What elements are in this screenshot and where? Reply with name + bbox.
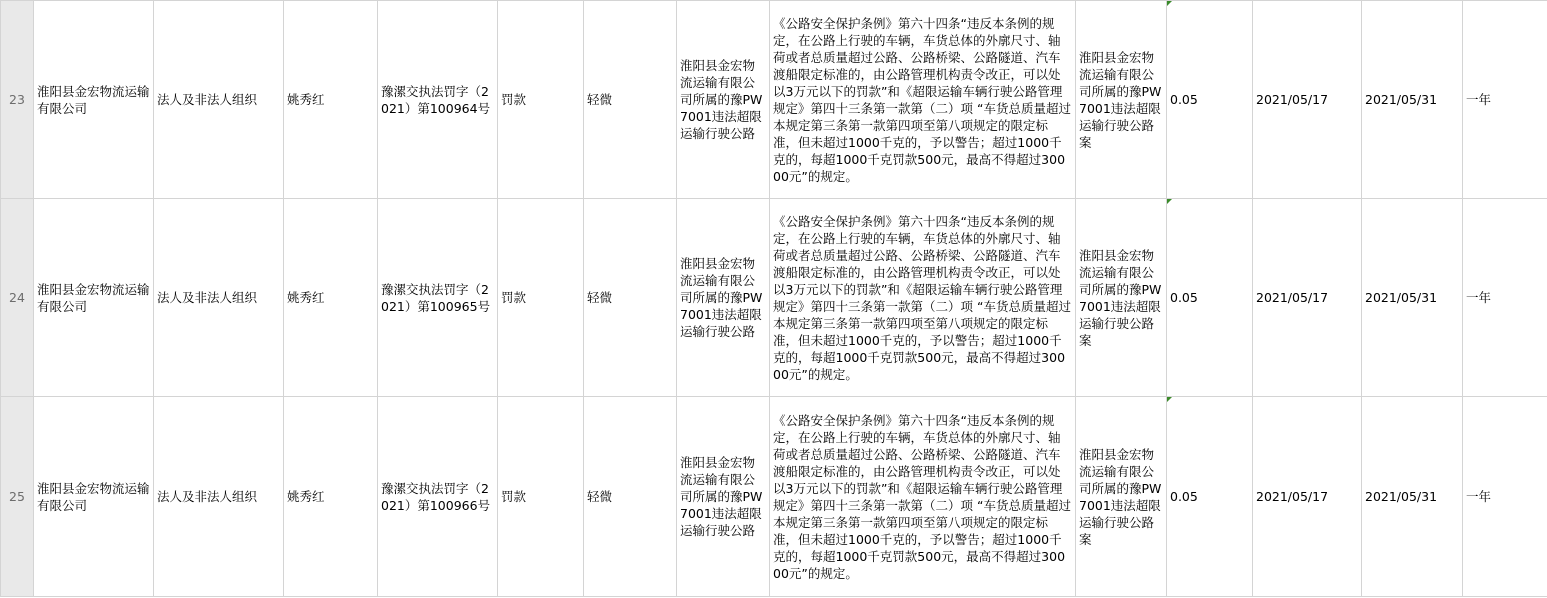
case-name-cell[interactable]: 淮阳县金宏物流运输有限公司所属的豫PW7001违法超限运输行驶公路案 xyxy=(1076,199,1167,397)
party-category-cell[interactable]: 法人及非法人组织 xyxy=(154,1,284,199)
legal-basis-cell[interactable]: 《公路安全保护条例》第六十四条“违反本条例的规定，在公路上行驶的车辆，车货总体的外廓尺寸、轴荷或者总质量超过公路、公路桥梁、公路隧道、汽车渡船限定标准的，由公路管理机构责令改正，可以处以3万元以下的罚款”和《超限运输车辆行驶公路管理规定》第四十三条第一款第（二）项 “车货总质量超过本规定第三条第一款第四项至第八项规定的限定标准，但未超过1000千克的，予以警告；超过1000千克的，每超1000千克罚款500元，最高不得超过30000元”的规定。 xyxy=(770,1,1076,199)
fine-amount-value: 0.05 xyxy=(1170,92,1198,107)
row-header[interactable]: 23 xyxy=(1,1,34,199)
publicity-period-cell[interactable]: 一年 xyxy=(1463,1,1547,199)
fine-amount-value: 0.05 xyxy=(1170,489,1198,504)
table-row xyxy=(1,199,1547,397)
cell-error-indicator-icon xyxy=(1167,1,1172,6)
decision-date-cell[interactable]: 2021/05/17 xyxy=(1253,397,1362,597)
row-header[interactable]: 24 xyxy=(1,199,34,397)
violation-facts-cell[interactable]: 淮阳县金宏物流运输有限公司所属的豫PW7001违法超限运输行驶公路 xyxy=(677,1,770,199)
decision-number-cell[interactable]: 豫漯交执法罚字（2021）第100966号 xyxy=(378,397,498,597)
penalty-type-cell[interactable]: 罚款 xyxy=(498,1,584,199)
publish-date-cell[interactable]: 2021/05/31 xyxy=(1362,199,1463,397)
legal-representative-cell[interactable]: 姚秀红 xyxy=(284,1,378,199)
legal-representative-cell[interactable]: 姚秀红 xyxy=(284,397,378,597)
fine-amount-value: 0.05 xyxy=(1170,290,1198,305)
decision-number-cell[interactable]: 豫漯交执法罚字（2021）第100964号 xyxy=(378,1,498,199)
table-row xyxy=(1,397,1547,597)
party-name-cell[interactable]: 淮阳县金宏物流运输有限公司 xyxy=(34,199,154,397)
publicity-period-cell[interactable]: 一年 xyxy=(1463,199,1547,397)
fine-amount-cell[interactable] xyxy=(1167,1,1253,199)
penalty-type-cell[interactable]: 罚款 xyxy=(498,199,584,397)
severity-cell[interactable]: 轻微 xyxy=(584,199,677,397)
party-name-cell[interactable]: 淮阳县金宏物流运输有限公司 xyxy=(34,1,154,199)
legal-basis-cell[interactable]: 《公路安全保护条例》第六十四条“违反本条例的规定，在公路上行驶的车辆，车货总体的外廓尺寸、轴荷或者总质量超过公路、公路桥梁、公路隧道、汽车渡船限定标准的，由公路管理机构责令改正，可以处以3万元以下的罚款”和《超限运输车辆行驶公路管理规定》第四十三条第一款第（二）项 “车货总质量超过本规定第三条第一款第四项至第八项规定的限定标准，但未超过1000千克的，予以警告；超过1000千克的，每超1000千克罚款500元，最高不得超过30000元”的规定。 xyxy=(770,199,1076,397)
legal-representative-cell[interactable]: 姚秀红 xyxy=(284,199,378,397)
decision-date-cell[interactable]: 2021/05/17 xyxy=(1253,199,1362,397)
violation-facts-cell[interactable]: 淮阳县金宏物流运输有限公司所属的豫PW7001违法超限运输行驶公路 xyxy=(677,199,770,397)
party-category-cell[interactable]: 法人及非法人组织 xyxy=(154,199,284,397)
publish-date-cell[interactable]: 2021/05/31 xyxy=(1362,397,1463,597)
party-category-cell[interactable]: 法人及非法人组织 xyxy=(154,397,284,597)
fine-amount-cell[interactable] xyxy=(1167,397,1253,597)
row-header[interactable]: 25 xyxy=(1,397,34,597)
violation-facts-cell[interactable]: 淮阳县金宏物流运输有限公司所属的豫PW7001违法超限运输行驶公路 xyxy=(677,397,770,597)
penalty-type-cell[interactable]: 罚款 xyxy=(498,397,584,597)
table-row xyxy=(1,1,1547,199)
severity-cell[interactable]: 轻微 xyxy=(584,397,677,597)
cell-error-indicator-icon xyxy=(1167,397,1172,402)
case-name-cell[interactable]: 淮阳县金宏物流运输有限公司所属的豫PW7001违法超限运输行驶公路案 xyxy=(1076,397,1167,597)
fine-amount-cell[interactable] xyxy=(1167,199,1253,397)
cell-error-indicator-icon xyxy=(1167,199,1172,204)
publish-date-cell[interactable]: 2021/05/31 xyxy=(1362,1,1463,199)
publicity-period-cell[interactable]: 一年 xyxy=(1463,397,1547,597)
party-name-cell[interactable]: 淮阳县金宏物流运输有限公司 xyxy=(34,397,154,597)
decision-date-cell[interactable]: 2021/05/17 xyxy=(1253,1,1362,199)
decision-number-cell[interactable]: 豫漯交执法罚字（2021）第100965号 xyxy=(378,199,498,397)
case-name-cell[interactable]: 淮阳县金宏物流运输有限公司所属的豫PW7001违法超限运输行驶公路案 xyxy=(1076,1,1167,199)
legal-basis-cell[interactable]: 《公路安全保护条例》第六十四条“违反本条例的规定，在公路上行驶的车辆，车货总体的外廓尺寸、轴荷或者总质量超过公路、公路桥梁、公路隧道、汽车渡船限定标准的，由公路管理机构责令改正，可以处以3万元以下的罚款”和《超限运输车辆行驶公路管理规定》第四十三条第一款第（二）项 “车货总质量超过本规定第三条第一款第四项至第八项规定的限定标准，但未超过1000千克的，予以警告；超过1000千克的，每超1000千克罚款500元，最高不得超过30000元”的规定。 xyxy=(770,397,1076,597)
severity-cell[interactable]: 轻微 xyxy=(584,1,677,199)
